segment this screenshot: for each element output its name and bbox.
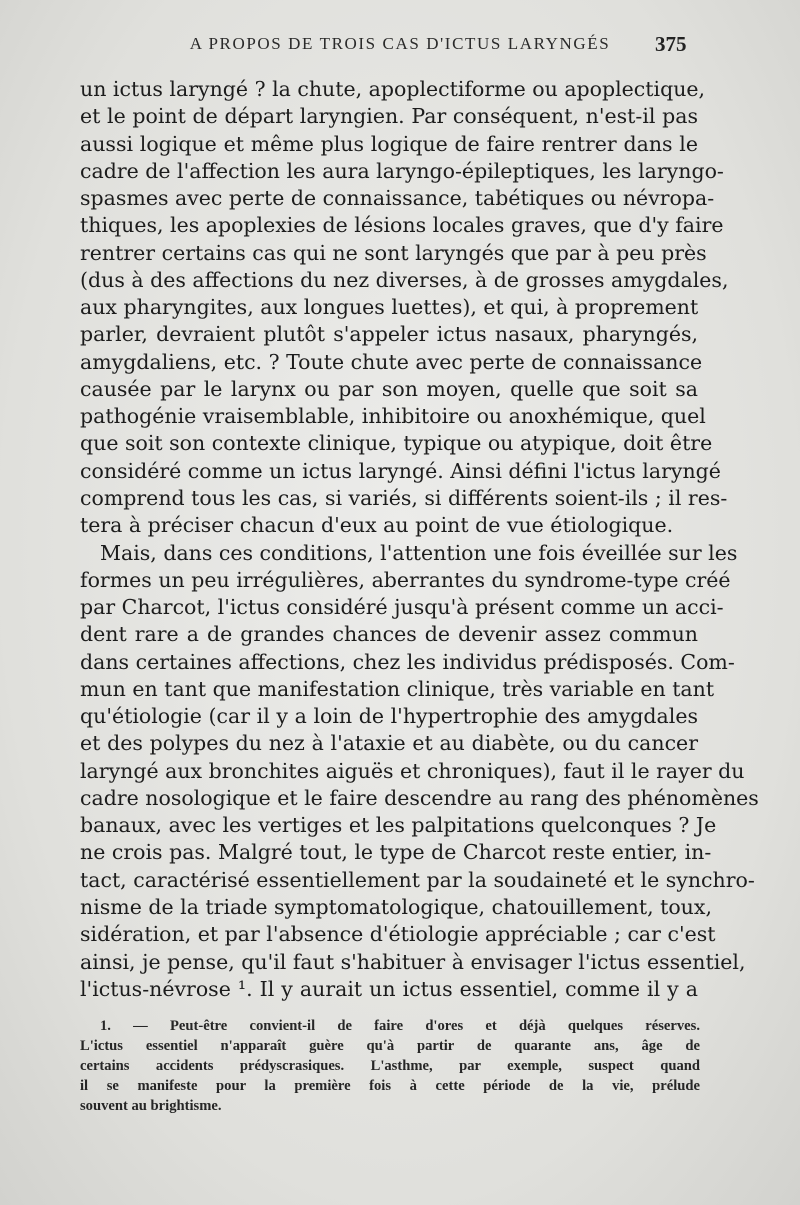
text-line: amygdaliens, etc. ? Toute chute avec perte de connaissance [80, 349, 703, 374]
text-line: un ictus laryngé ? la chute, apoplectiforme ou apoplectique, [80, 77, 706, 101]
text-line: que soit son contexte clinique, typique ou atypique, doit être [80, 431, 713, 456]
text-line: et le point de départ laryngien. Par conséquent, n'est-il pas [80, 104, 698, 129]
text-line: mun en tant que manifestation clinique, très variable en tant [80, 676, 715, 701]
text-line: ainsi, je pense, qu'il faut s'habituer à envisager l'ictus essentiel, [80, 949, 746, 974]
text-line: dent rare a de grandes chances de devenir assez commun [80, 622, 698, 647]
text-line: nisme de la triade symptomatologique, chatouillement, toux, [80, 894, 712, 919]
text-line: formes un peu irrégulières, aberrantes du syndrome-type créé [80, 567, 731, 592]
footnote-line: certains accidents prédyscrasiques. L'asthme, par exemple, suspect quand [80, 1058, 700, 1074]
footnote-line: il se manifeste pour la première fois à cette période de la vie, prélude [80, 1078, 700, 1094]
text-line: comprend tous les cas, si variés, si différents soient-ils ; il res- [80, 485, 728, 510]
footnote-line: souvent au brightisme. [80, 1098, 222, 1114]
footnote-line: 1. — Peut-être convient-il de faire d'ores et déjà quelques réserves. [100, 1018, 700, 1034]
text-line: l'ictus-névrose ¹. Il y aurait un ictus essentiel, comme il y a [80, 976, 698, 1001]
text-line: cadre nosologique et le faire descendre au rang des phénomènes [80, 785, 759, 810]
running-header: A PROPOS DE TROIS CAS D'ICTUS LARYNGÉS [189, 34, 611, 53]
text-line: aussi logique et même plus logique de faire rentrer dans le [80, 131, 698, 156]
text-line: cadre de l'affection les aura laryngo-épileptiques, les laryngo- [80, 158, 724, 183]
text-line: qu'étiologie (car il y a loin de l'hypertrophie des amygdales [80, 704, 698, 729]
text-line: sidération, et par l'absence d'étiologie appréciable ; car c'est [80, 922, 716, 947]
text-line: tera à préciser chacun d'eux au point de vue étiologique. [80, 513, 674, 538]
text-line: et des polypes du nez à l'ataxie et au diabète, ou du cancer [80, 731, 698, 756]
text-line: pathogénie vraisemblable, inhibitoire ou anoxhémique, quel [80, 404, 706, 429]
text-line: par Charcot, l'ictus considéré jusqu'à présent comme un acci- [80, 595, 724, 620]
text-line: aux pharyngites, aux longues luettes), et qui, à proprement [80, 295, 699, 320]
text-line: Mais, dans ces conditions, l'attention une fois éveillée sur les [100, 540, 738, 565]
page-number: 375 [655, 32, 687, 56]
text-line: thiques, les apoplexies de lésions locales graves, que d'y faire [80, 213, 724, 238]
text-line: considéré comme un ictus laryngé. Ainsi défini l'ictus laryngé [80, 458, 721, 483]
text-line: ne crois pas. Malgré tout, le type de Charcot reste entier, in- [80, 840, 712, 865]
text-line: parler, devraient plutôt s'appeler ictus nasaux, pharyngés, [80, 322, 698, 347]
footnote [80, 1016, 700, 1116]
footnote-line: L'ictus essentiel n'apparaît guère qu'à partir de quarante ans, âge de [80, 1038, 700, 1054]
text-line: spasmes avec perte de connaissance, tabétiques ou névropa- [80, 186, 715, 211]
text-line: (dus à des affections du nez diverses, à de grosses amygdales, [80, 267, 729, 292]
text-line: tact, caractérisé essentiellement par la soudaineté et le synchro- [80, 867, 755, 892]
body-text [80, 76, 759, 1003]
text-line: laryngé aux bronchites aiguës et chroniques), faut il le rayer du [80, 758, 745, 783]
text-line: banaux, avec les vertiges et les palpitations quelconques ? Je [80, 813, 717, 838]
text-line: dans certaines affections, chez les individus prédisposés. Com- [80, 649, 735, 674]
text-line: causée par le larynx ou par son moyen, quelle que soit sa [80, 376, 698, 401]
text-line: rentrer certains cas qui ne sont laryngés que par à peu près [80, 240, 707, 265]
